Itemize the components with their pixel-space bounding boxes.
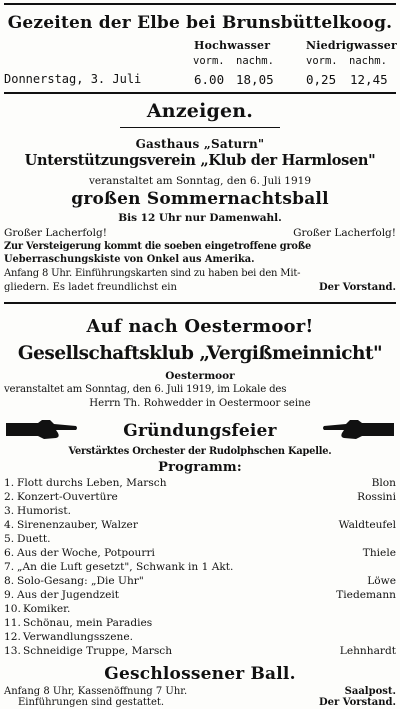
ad2-venue-right: Saalpost. — [344, 686, 396, 697]
ad1-line1: veranstaltet am Sonntag, den 6. Juli 1919 — [88, 175, 311, 187]
program-item-title: Humorist. — [17, 505, 71, 517]
ad2-start: Anfang 8 Uhr, Kassenöffnung 7 Uhr. — [4, 686, 188, 697]
program-item-title: Duett. — [17, 533, 51, 545]
ad2-line1: veranstaltet am Sonntag, den 6. Juli 1919, im Lokale des — [4, 384, 287, 395]
program-item-composer: Thiele — [362, 547, 396, 559]
program-item — [4, 476, 396, 490]
program-item — [4, 490, 396, 504]
program-item-title: Flott durchs Leben, Marsch — [17, 477, 167, 489]
program-item-title: Solo-Gesang: „Die Uhr" — [17, 575, 144, 587]
program-item-composer: Tiedemann — [336, 589, 396, 601]
program-item — [4, 532, 396, 546]
program-item-composer: Lehnhardt — [339, 645, 396, 657]
program-heading: Programm: — [158, 460, 242, 475]
top-rule — [4, 3, 396, 5]
ad1-auction-1: Zur Versteigerung kommt die soeben eingetroffene große — [4, 241, 312, 252]
ads-heading-rule — [120, 127, 280, 128]
program-item-composer: Löwe — [367, 575, 396, 587]
ad1-venue: Gasthaus „Saturn" — [135, 137, 265, 151]
ad2-place: Oestermoor — [165, 370, 235, 382]
program-item — [4, 588, 396, 602]
pointing-hand-left-icon — [322, 418, 396, 442]
program-item-number: 6. — [4, 547, 15, 559]
program-item — [4, 616, 396, 630]
ads-heading: Anzeigen. — [146, 100, 254, 122]
program-item-title: „An die Luft gesetzt", Schwank in 1 Akt. — [17, 561, 234, 573]
ad1-rule — [4, 302, 396, 304]
ad1-club: Unterstützungsverein „Klub der Harmlosen" — [24, 152, 376, 169]
ad1-line2: Bis 12 Uhr nur Damenwahl. — [118, 212, 282, 224]
program-item-number: 12. — [4, 631, 21, 643]
program-item-title: Komiker. — [23, 603, 71, 615]
program-item-number: 11. — [4, 617, 21, 629]
program-item-number: 2. — [4, 491, 15, 503]
program-item-number: 10. — [4, 603, 21, 615]
program-item-number: 8. — [4, 575, 15, 587]
program-item-number: 3. — [4, 505, 15, 517]
program-item-number: 5. — [4, 533, 15, 545]
program-item-title: Verwandlungsszene. — [23, 631, 133, 643]
ad2-club: Gesellschaftsklub „Vergißmeinnicht" — [17, 343, 383, 364]
ad1-laugh-right: Großer Lacherfolg! — [293, 227, 396, 239]
nw-vorm-value: 0,25 — [306, 72, 337, 87]
low-water-label: Niedrigwasser — [306, 39, 397, 52]
program-item-title: Aus der Woche, Potpourri — [17, 547, 155, 559]
program-item-title: Sirenenzauber, Walzer — [17, 519, 138, 531]
program-item — [4, 602, 396, 616]
ad2-intro: Einführungen sind gestattet. — [18, 697, 165, 708]
program-item-title: Aus der Jugendzeit — [17, 589, 119, 601]
program-item-number: 4. — [4, 519, 15, 531]
nw-vorm-label: vorm. — [306, 55, 338, 67]
hw-nachm-label: nachm. — [236, 55, 274, 67]
program-item-composer: Rossini — [357, 491, 396, 503]
program-item-number: 7. — [4, 561, 15, 573]
program-item — [4, 630, 396, 644]
tides-day: Donnerstag, 3. Juli — [4, 72, 142, 86]
ad1-event: großen Sommernachtsball — [71, 189, 329, 209]
program-item — [4, 644, 396, 658]
program-item — [4, 546, 396, 560]
program-item-composer: Waldteufel — [338, 519, 396, 531]
program-item-title: Schneidige Truppe, Marsch — [23, 645, 173, 657]
hw-vorm-label: vorm. — [193, 55, 225, 67]
tides-title: Gezeiten der Elbe bei Brunsbüttelkoog. — [7, 13, 393, 33]
nw-nachm-value: 12,45 — [350, 72, 388, 87]
hw-vorm-value: 6.00 — [194, 72, 225, 87]
hw-nachm-value: 18,05 — [236, 72, 274, 87]
ad1-start-1: Anfang 8 Uhr. Einführungskarten sind zu haben bei den Mit- — [4, 268, 301, 279]
ad1-signed: Der Vorstand. — [318, 282, 396, 293]
ad2-event: Gründungsfeier — [123, 421, 277, 441]
program-item-title: Konzert-Ouvertüre — [17, 491, 118, 503]
ad1-laugh-left: Großer Lacherfolg! — [4, 227, 107, 239]
program-item-number: 13. — [4, 645, 21, 657]
ad1-start-2: gliedern. Es ladet freundlichst ein — [4, 282, 177, 293]
high-water-label: Hochwasser — [194, 39, 271, 52]
ad2-signed: Der Vorstand. — [318, 697, 396, 708]
ad2-closing: Geschlossener Ball. — [104, 664, 296, 684]
program-item-number: 9. — [4, 589, 15, 601]
program-item-composer: Blon — [371, 477, 396, 489]
tides-rule — [4, 92, 396, 94]
ad2-heading: Auf nach Oestermoor! — [86, 316, 314, 337]
nw-nachm-label: nachm. — [349, 55, 387, 67]
ad2-line2: Herrn Th. Rohwedder in Oestermoor seine — [89, 398, 311, 409]
ad2-orchestra: Verstärktes Orchester der Rudolphschen Kapelle. — [68, 446, 332, 457]
program-item — [4, 504, 396, 518]
program-item-number: 1. — [4, 477, 15, 489]
program-item-title: Schönau, mein Paradies — [23, 617, 153, 629]
program-item — [4, 574, 396, 588]
ad1-auction-2: Ueberraschungskiste von Onkel aus Amerika. — [4, 254, 255, 265]
program-item — [4, 518, 396, 532]
program-item — [4, 560, 396, 574]
